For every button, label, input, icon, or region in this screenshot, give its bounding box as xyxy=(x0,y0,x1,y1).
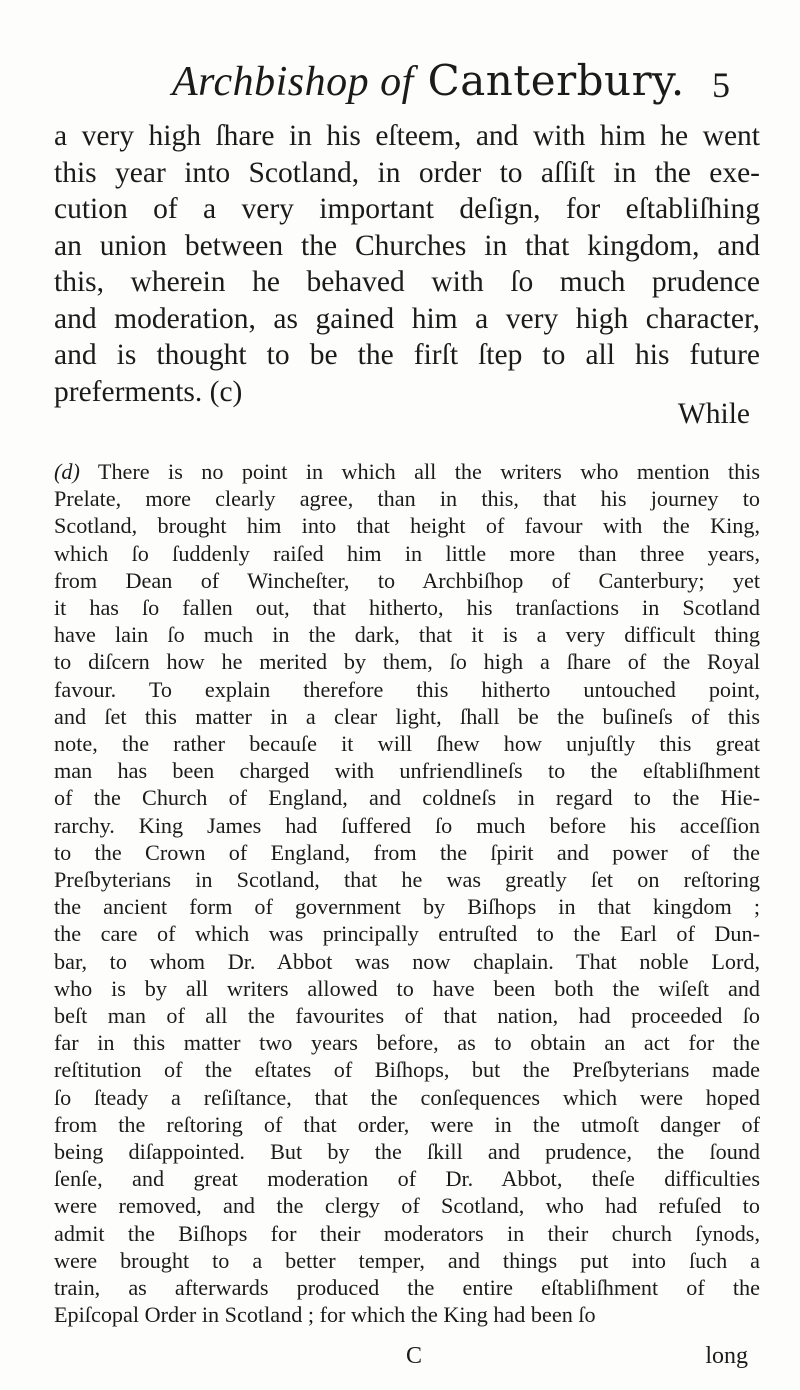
footnote-line: and ſet this matter in a clear light, ſhall be the buſineſs of this xyxy=(54,703,760,729)
main-text-line: an union between the Churches in that kingdom, and xyxy=(54,229,760,262)
footnote-line: There is no point in which all the writers who mention this xyxy=(97,459,761,484)
footnote-line: note, the rather becauſe it will ſhew how unjuſtly this great xyxy=(54,731,760,757)
footnote-line: have lain ſo much in the dark, that it is a very difficult thing xyxy=(54,622,760,648)
main-text-line: a very high ſhare in his eſteem, and with him he went xyxy=(54,120,760,152)
footnote-line: from the reſtoring of that order, were in the utmoſt danger of xyxy=(54,1111,760,1137)
main-text-line: this year into Scotland, in order to aſſiſt in the exe- xyxy=(54,156,760,189)
footnote-first-line xyxy=(54,458,760,485)
footnote-line: ſenſe, and great moderation of Dr. Abbot, theſe difficulties xyxy=(54,1166,760,1192)
footnote-line: to diſcern how he merited by them, ſo high a ſhare of the Royal xyxy=(54,649,760,675)
running-head xyxy=(172,56,732,116)
footnote-line: were removed, and the clergy of Scotland, who had refuſed to xyxy=(54,1193,760,1219)
footnote-line: the care of which was principally entruſted to the Earl of Dun- xyxy=(54,921,760,947)
footnote-line: Scotland, brought him into that height of favour with the King, xyxy=(54,513,760,539)
footnote-line: man has been charged with unfriendlineſs to the eſtabliſhment xyxy=(54,758,760,784)
main-text-line: cution of a very important deſign, for eſtabliſhing xyxy=(54,193,760,225)
footer-catchword: long xyxy=(705,1343,748,1369)
footnote-line: being diſappointed. But by the ſkill and prudence, the ſound xyxy=(54,1139,760,1165)
main-text-line: and is thought to be the firſt ſtep to all his future xyxy=(54,339,760,371)
main-text-line: this, wherein he behaved with ſo much prudence xyxy=(54,266,760,298)
footnote-line: were brought to a better temper, and things put into ſuch a xyxy=(54,1247,760,1273)
running-title xyxy=(172,56,685,106)
footnote-line: to the Crown of England, from the ſpirit and power of the xyxy=(54,839,760,865)
main-text xyxy=(54,118,760,410)
footnote-line: beſt man of all the favourites of that nation, had proceeded ſo xyxy=(54,1003,760,1029)
footnote-line: from Dean of Wincheſter, to Archbiſhop of Canterbury; yet xyxy=(54,567,760,593)
footnote xyxy=(54,458,760,1329)
running-title-italic: Archbishop of xyxy=(172,59,414,105)
footnote-line: reſtitution of the eſtates of Biſhops, but the Preſbyterians made xyxy=(54,1057,760,1083)
footnote-line: Preſbyterians in Scotland, that he was greatly ſet on reſtoring xyxy=(54,867,760,893)
footnote-line: rarchy. King James had ſuffered ſo much before his acceſſion xyxy=(54,812,760,838)
footnote-line: admit the Biſhops for their moderators in their church ſynods, xyxy=(54,1220,760,1246)
footnote-line: Epiſcopal Order in Scotland ; for which the King had been ſo xyxy=(54,1302,596,1328)
footnote-mark: (d) xyxy=(54,459,80,484)
main-text-line: and moderation, as gained him a very high character, xyxy=(54,302,760,335)
footnote-line: which ſo ſuddenly raiſed him in little more than three years, xyxy=(54,540,760,566)
footnote-line: the ancient form of government by Biſhops in that kingdom ; xyxy=(54,894,760,920)
main-text-line: preferments. (c) xyxy=(54,375,243,408)
running-title-roman: Canterbury. xyxy=(427,56,685,105)
main-catchword: While xyxy=(677,398,750,430)
footnote-line: Prelate, more clearly agree, than in this, that his journey to xyxy=(54,486,760,512)
footnote-line: it has ſo fallen out, that hitherto, his tranſactions in Scotland xyxy=(54,595,760,621)
footnote-line: far in this matter two years before, as to obtain an act for the xyxy=(54,1030,760,1056)
footnote-line: bar, to whom Dr. Abbot was now chaplain. That noble Lord, xyxy=(54,948,760,974)
footnote-line: favour. To explain therefore this hitherto untouched point, xyxy=(54,676,760,702)
page-number: 5 xyxy=(712,65,730,105)
footnote-line: ſo ſteady a reſiſtance, that the conſequences which were hoped xyxy=(54,1084,760,1110)
footnote-line: who is by all writers allowed to have been both the wiſeſt and xyxy=(54,975,760,1001)
footnote-line: train, as afterwards produced the entire eſtabliſhment of the xyxy=(54,1275,760,1301)
signature-mark: C xyxy=(406,1343,423,1369)
footnote-line: of the Church of England, and coldneſs in regard to the Hie- xyxy=(54,785,760,811)
